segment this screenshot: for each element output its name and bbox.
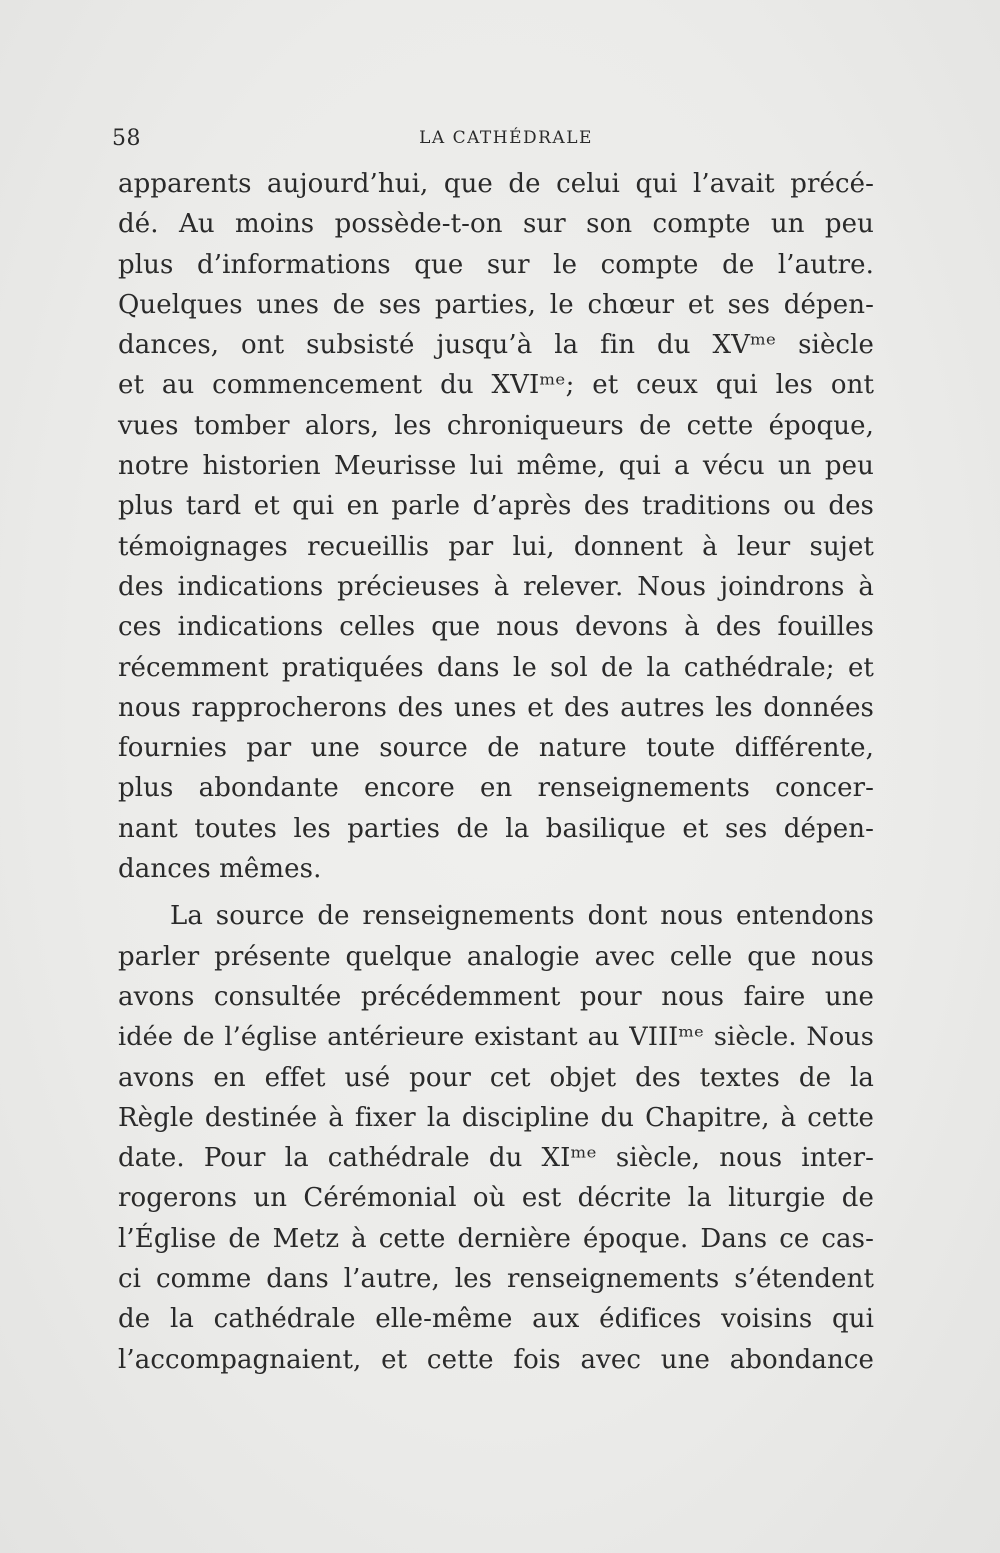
text-line: plus tard et qui en parle d’après des traditions ou des	[118, 491, 874, 522]
text-line: dances, ont subsisté jusqu’à la fin du XVᵐᵉ siècle	[118, 330, 874, 361]
text-line: témoignages recueillis par lui, donnent à leur sujet	[118, 531, 874, 562]
text-line: idée de l’église antérieure existant au VIIIᵐᵉ siècle. Nous	[118, 1022, 874, 1053]
text-line: récemment pratiquées dans le sol de la cathédrale; et	[118, 652, 874, 683]
text-line: plus d’informations que sur le compte de l’autre.	[118, 249, 874, 280]
running-title: LA CATHÉDRALE	[419, 128, 593, 148]
text-line: ces indications celles que nous devons à des fouilles	[118, 612, 874, 643]
text-line: l’accompagnaient, et cette fois avec une abondance	[118, 1344, 874, 1375]
text-line: ci comme dans l’autre, les renseignements s’étendent	[118, 1264, 874, 1295]
text-line: parler présente quelque analogie avec celle que nous	[118, 941, 874, 972]
text-line: fournies par une source de nature toute différente,	[118, 733, 874, 764]
text-line: La source de renseignements dont nous entendons	[170, 901, 874, 932]
text-line: l’Église de Metz à cette dernière époque. Dans ce cas-	[118, 1223, 874, 1254]
text-line: nous rapprocherons des unes et des autres les données	[118, 692, 874, 723]
text-line: apparents aujourd’hui, que de celui qui l’avait précé-	[118, 169, 874, 199]
text-line: avons consultée précédemment pour nous faire une	[118, 981, 874, 1012]
paragraph-gap	[118, 889, 874, 896]
text-line: plus abondante encore en renseignements concer-	[118, 773, 874, 804]
page-number: 58	[112, 126, 141, 151]
paragraph-2	[118, 896, 874, 1380]
text-line: notre historien Meurisse lui même, qui a vécu un peu	[118, 451, 874, 482]
text-line: date. Pour la cathédrale du XIᵐᵉ siècle, nous inter-	[118, 1143, 874, 1174]
text-line: dé. Au moins possède-t-on sur son compte un peu	[118, 209, 874, 240]
text-line: rogerons un Cérémonial où est décrite la liturgie de	[118, 1183, 874, 1214]
paragraph-1	[118, 164, 874, 889]
text-line: de la cathédrale elle-même aux édifices voisins qui	[118, 1304, 874, 1335]
text-line: vues tomber alors, les chroniqueurs de cette époque,	[118, 410, 874, 441]
text-line: avons en effet usé pour cet objet des textes de la	[118, 1062, 874, 1093]
text-line: Quelques unes de ses parties, le chœur et ses dépen-	[118, 289, 874, 320]
body-text	[118, 164, 874, 1380]
text-line: des indications précieuses à relever. Nous joindrons à	[118, 571, 874, 602]
running-head	[112, 126, 876, 156]
text-line: dances mêmes.	[118, 854, 322, 885]
text-line: nant toutes les parties de la basilique et ses dépen-	[118, 813, 874, 844]
text-line: Règle destinée à fixer la discipline du Chapitre, à cette	[118, 1102, 874, 1133]
text-line: et au commencement du XVIᵐᵉ; et ceux qui les ont	[118, 370, 874, 401]
